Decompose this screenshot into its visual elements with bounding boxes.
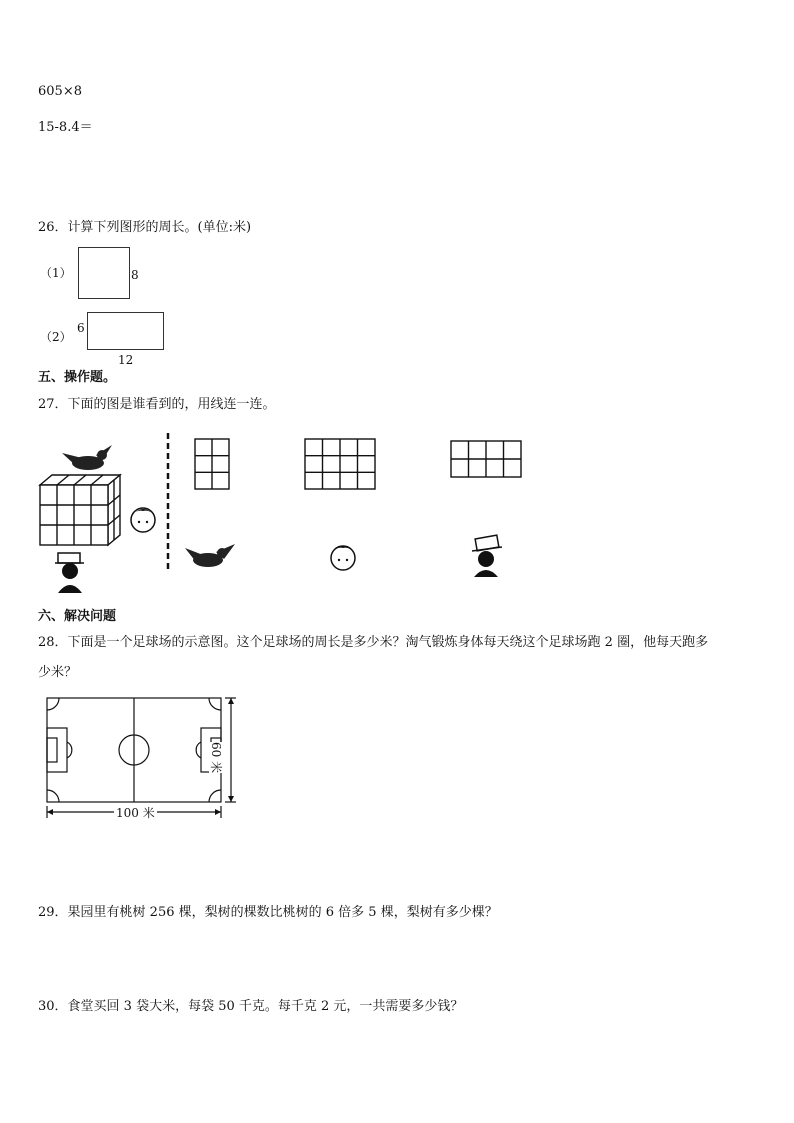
- bird-answer-icon: [185, 544, 235, 567]
- left-penalty-arc: [67, 742, 72, 758]
- q26-text: 26．计算下列图形的周长。(单位:米): [38, 220, 252, 235]
- view-3-grid: [451, 441, 521, 477]
- child-icon: [131, 508, 156, 532]
- cube-stack: [40, 475, 120, 545]
- bird-icon: [62, 445, 112, 470]
- calc-line-2: 15-8.4＝: [38, 120, 93, 135]
- view-2-grid: [305, 439, 375, 489]
- q26-rect-width-label: 12: [118, 353, 134, 367]
- q30-text: 30．食堂买回 3 袋大米，每袋 50 千克。每千克 2 元，一共需要多少钱？: [38, 999, 464, 1014]
- q26-rectangle: [87, 312, 164, 350]
- corner-arc: [47, 698, 59, 710]
- right-penalty-arc: [196, 742, 201, 758]
- corner-arc: [209, 698, 221, 710]
- q26-square-side-label: 8: [131, 268, 139, 282]
- q26-rect-height-label: 6: [77, 321, 85, 335]
- q29-text: 29．果园里有桃树 256 棵，梨树的棵数比桃树的 6 倍多 5 棵，梨树有多少棵？: [38, 905, 498, 920]
- view-1-grid: [195, 439, 229, 489]
- field-height-label: 60 米: [209, 742, 223, 774]
- hat-person-icon: [55, 553, 84, 593]
- left-goal-box: [47, 738, 57, 762]
- section-6-title: 六、解决问题: [38, 609, 117, 624]
- child-answer-icon: [330, 546, 356, 570]
- calc-line-1: 605×8: [38, 84, 82, 99]
- q26-fig1-index: （1）: [40, 266, 72, 280]
- q27-figure: [30, 425, 590, 595]
- corner-arc: [209, 790, 221, 802]
- football-field-figure: [40, 692, 270, 822]
- q28-text-line-2: 少米？: [38, 665, 78, 680]
- hat-person-answer-icon: [472, 535, 502, 577]
- field-width-label: 100 米: [116, 806, 155, 820]
- q26-fig2-index: （2）: [40, 330, 72, 344]
- q27-text: 27．下面的图是谁看到的，用线连一连。: [38, 397, 276, 412]
- q26-square: [78, 247, 130, 299]
- corner-arc: [47, 790, 59, 802]
- q28-text-line-1: 28．下面是一个足球场的示意图。这个足球场的周长是多少米？淘气锻炼身体每天绕这个足球场跑 2 圈，他每天跑多: [38, 635, 709, 650]
- section-5-title: 五、操作题。: [38, 370, 117, 385]
